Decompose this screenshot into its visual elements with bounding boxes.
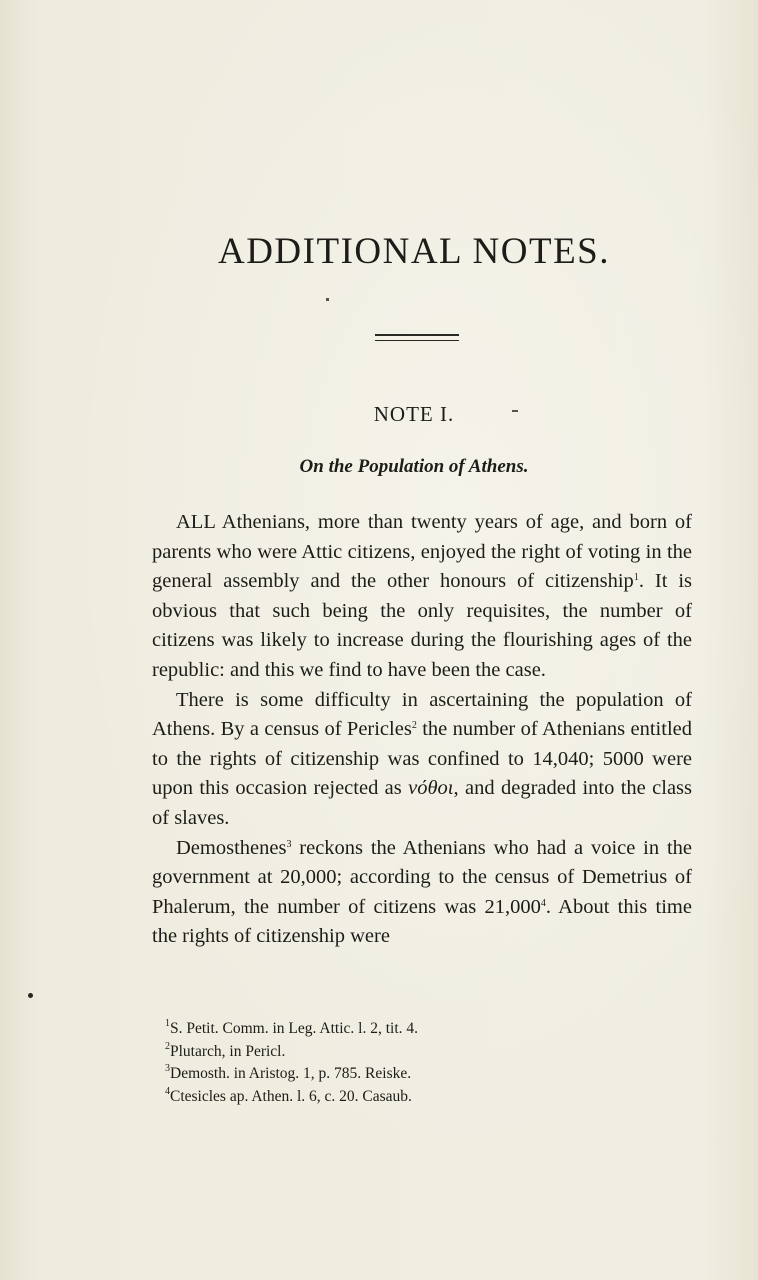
footnote-ref-2[interactable]: 2	[411, 720, 417, 732]
footnote-2-num: 2	[165, 1040, 170, 1052]
note-subtitle: On the Population of Athens.	[299, 456, 529, 477]
ink-speck	[512, 410, 518, 412]
paragraph-3-before: Demosthenes	[176, 836, 287, 859]
footnotes	[165, 1018, 665, 1108]
title-rule-bottom	[375, 340, 459, 341]
ink-speck	[326, 298, 329, 301]
paragraph-3	[152, 834, 692, 952]
greek-word: νόθοι	[408, 777, 454, 800]
body-text	[152, 508, 692, 952]
title-rule-top	[375, 334, 459, 336]
footnote-2	[165, 1041, 665, 1064]
note-heading: NOTE I.	[373, 402, 455, 426]
paragraph-3-after: . About this time the rights of citizenship were	[152, 895, 692, 948]
paragraph-2	[152, 686, 692, 834]
paragraph-3-middle: reckons the Athenians who had a voice in the government at 20,000; according to the census of Demetrius of Phalerum, the number of citizens was 21,000	[152, 836, 692, 918]
page-title: ADDITIONAL NOTES.	[217, 231, 610, 272]
footnote-4	[165, 1086, 665, 1109]
paragraph-1-text: ALL Athenians, more than twenty years of age, and born of parents who were Attic citizens, enjoyed the right of voting in the general assembly and the other honours of citizenship	[152, 511, 692, 593]
paragraph-2-middle: the number of Athenians entitled to the rights of citizenship was confined to 14,040; 5000 were upon this occasion rejected as	[152, 718, 692, 800]
footnote-4-text: Ctesicles ap. Athen. l. 6, c. 20. Casaub.	[170, 1087, 412, 1105]
footnote-1-num: 1	[165, 1018, 170, 1029]
footnote-4-num: 4	[165, 1085, 170, 1097]
footnote-ref-3[interactable]: 3	[286, 838, 292, 850]
ink-blot	[28, 993, 33, 998]
footnote-3-text: Demosth. in Aristog. 1, p. 785. Reiske.	[170, 1065, 412, 1082]
paragraph-2-after: , and degraded into the class of slaves.	[152, 777, 692, 829]
footnote-1	[165, 1018, 665, 1041]
footnote-3	[165, 1063, 665, 1086]
paragraph-1	[152, 508, 692, 686]
footnote-2-text: Plutarch, in Pericl.	[170, 1042, 286, 1060]
footnote-3-num: 3	[165, 1063, 170, 1074]
footnote-ref-4[interactable]: 4	[540, 897, 546, 909]
footnote-ref-1[interactable]: 1	[633, 572, 639, 584]
paragraph-2-before: There is some difficulty in ascertaining the population of Athens. By a census of Pericles	[152, 688, 692, 741]
footnote-1-text: S. Petit. Comm. in Leg. Attic. l. 2, tit. 4.	[170, 1020, 419, 1037]
paragraph-1-after: . It is obvious that such being the only requisites, the number of citizens was likely to increase during the flourishing ages of the republic: and this we find to have been the case.	[152, 570, 692, 681]
